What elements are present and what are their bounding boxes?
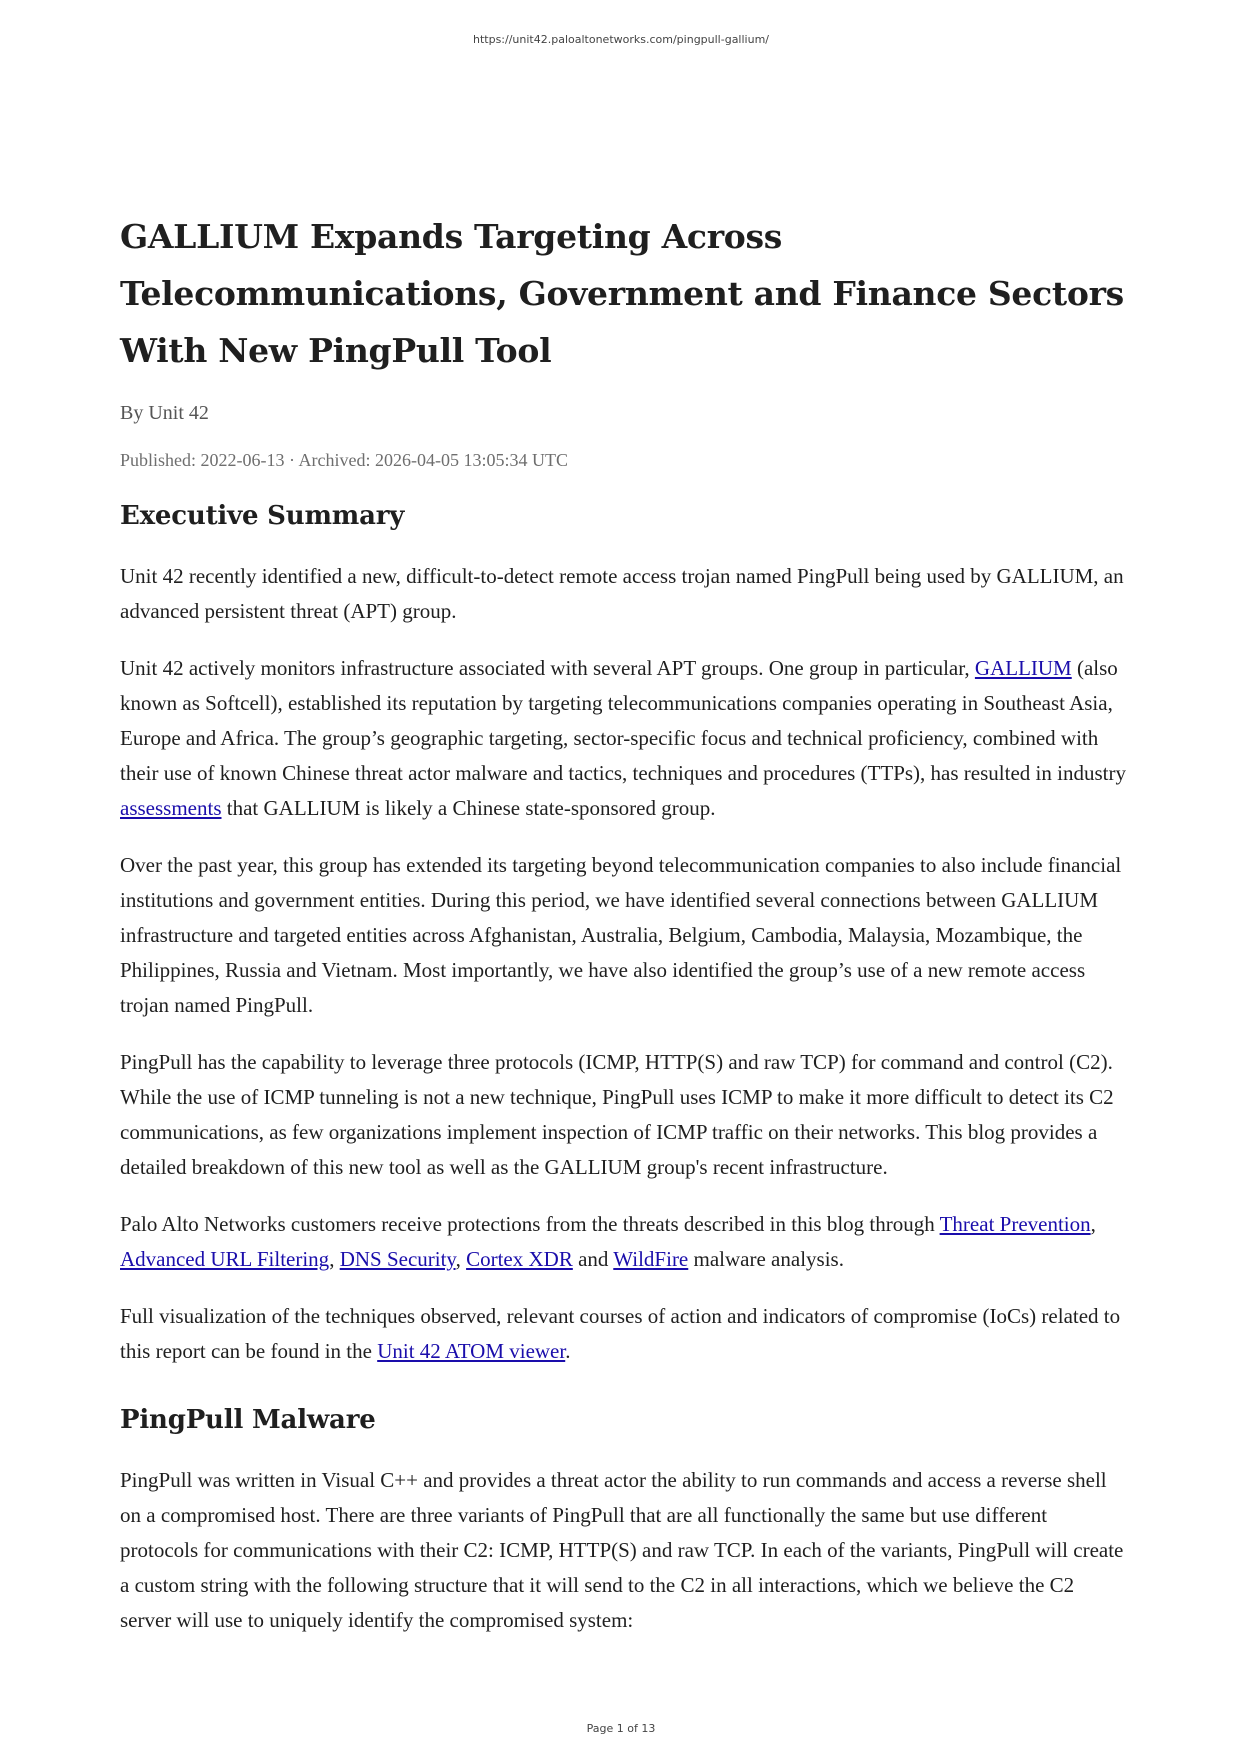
text-run: Full visualization of the techniques observed, relevant courses of action and indicators of compromise (IoCs) related to this report can be found in the	[120, 1304, 1121, 1363]
text-run: Unit 42 actively monitors infrastructure associated with several APT groups. One group in particular,	[120, 656, 975, 680]
separator: ,	[1090, 1212, 1096, 1236]
link-advanced-url-filtering[interactable]: Advanced URL Filtering	[120, 1247, 330, 1271]
page-number: Page 1 of 13	[586, 1722, 656, 1735]
text-run: malware analysis.	[688, 1247, 844, 1271]
link-unit42-atom-viewer[interactable]: Unit 42 ATOM viewer	[377, 1339, 566, 1363]
separator: ,	[329, 1247, 340, 1271]
paragraph: PingPull has the capability to leverage three protocols (ICMP, HTTP(S) and raw TCP) for command and control (C2). While the use of ICMP tunneling is not a new technique, PingPull uses ICMP to make it more difficult to detect its C2 communications, as few organizations implement inspection of ICMP traffic on their networks. This blog provides a detailed breakdown of this new tool as well as the GALLIUM group's recent infrastructure.	[120, 1050, 1114, 1179]
publish-meta: Published: 2022-06-13 · Archived: 2026-04-05 13:05:34 UTC	[120, 450, 568, 470]
text-run: (also known as Softcell), established its reputation by targeting telecommunications companies operating in Southeast Asia, Europe and Africa. The group’s geographic targeting, sector-specific focus and technical proficiency, combined with their use of known Chinese threat actor malware and tactics, techniques and procedures (TTPs), has resulted in industry	[120, 656, 1126, 785]
section-heading-executive-summary: Executive Summary	[120, 501, 405, 531]
section-heading-pingpull-malware: PingPull Malware	[120, 1405, 376, 1435]
text-run: Palo Alto Networks customers receive protections from the threats described in this blog through	[120, 1212, 940, 1236]
paragraph	[120, 651, 1130, 826]
text-run: that GALLIUM is likely a Chinese state-sponsored group.	[221, 796, 716, 820]
separator: and	[572, 1247, 614, 1271]
text-run: .	[565, 1339, 571, 1363]
link-gallium[interactable]: GALLIUM	[974, 656, 1072, 680]
article-title: GALLIUM Expands Targeting Across Telecommunications, Government and Finance Sectors With New PingPull Tool	[120, 217, 1124, 370]
paragraph: Over the past year, this group has extended its targeting beyond telecommunication companies to also include financial institutions and government entities. During this period, we have identified several connections between GALLIUM infrastructure and targeted entities across Afghanistan, Australia, Belgium, Cambodia, Malaysia, Mozambique, the Philippines, Russia and Vietnam. Most importantly, we have also identified the group’s use of a new remote access trojan named PingPull.	[120, 853, 1122, 1017]
link-threat-prevention[interactable]: Threat Prevention	[939, 1212, 1091, 1236]
byline: By Unit 42	[120, 402, 209, 424]
paragraph: Unit 42 recently identified a new, difficult-to-detect remote access trojan named PingPull being used by GALLIUM, an advanced persistent threat (APT) group.	[120, 564, 1124, 623]
link-wildfire[interactable]: WildFire	[613, 1247, 689, 1271]
paragraph: PingPull was written in Visual C++ and provides a threat actor the ability to run commands and access a reverse shell on a compromised host. There are three variants of PingPull that are all functionally the same but use different protocols for communications with their C2: ICMP, HTTP(S) and raw TCP. In each of the variants, PingPull will create a custom string with the following structure that it will send to the C2 in all interactions, which we believe the C2 server will use to uniquely identify the compromised system:	[120, 1468, 1124, 1632]
link-cortex-xdr[interactable]: Cortex XDR	[466, 1247, 573, 1271]
article-body	[120, 208, 1130, 1660]
paragraph	[120, 1207, 1130, 1277]
page-url: https://unit42.paloaltonetworks.com/pingpull-gallium/	[473, 33, 769, 46]
link-assessments[interactable]: assessments	[120, 796, 222, 820]
link-dns-security[interactable]: DNS Security	[339, 1247, 456, 1271]
separator: ,	[455, 1247, 467, 1271]
paragraph	[120, 1299, 1130, 1369]
